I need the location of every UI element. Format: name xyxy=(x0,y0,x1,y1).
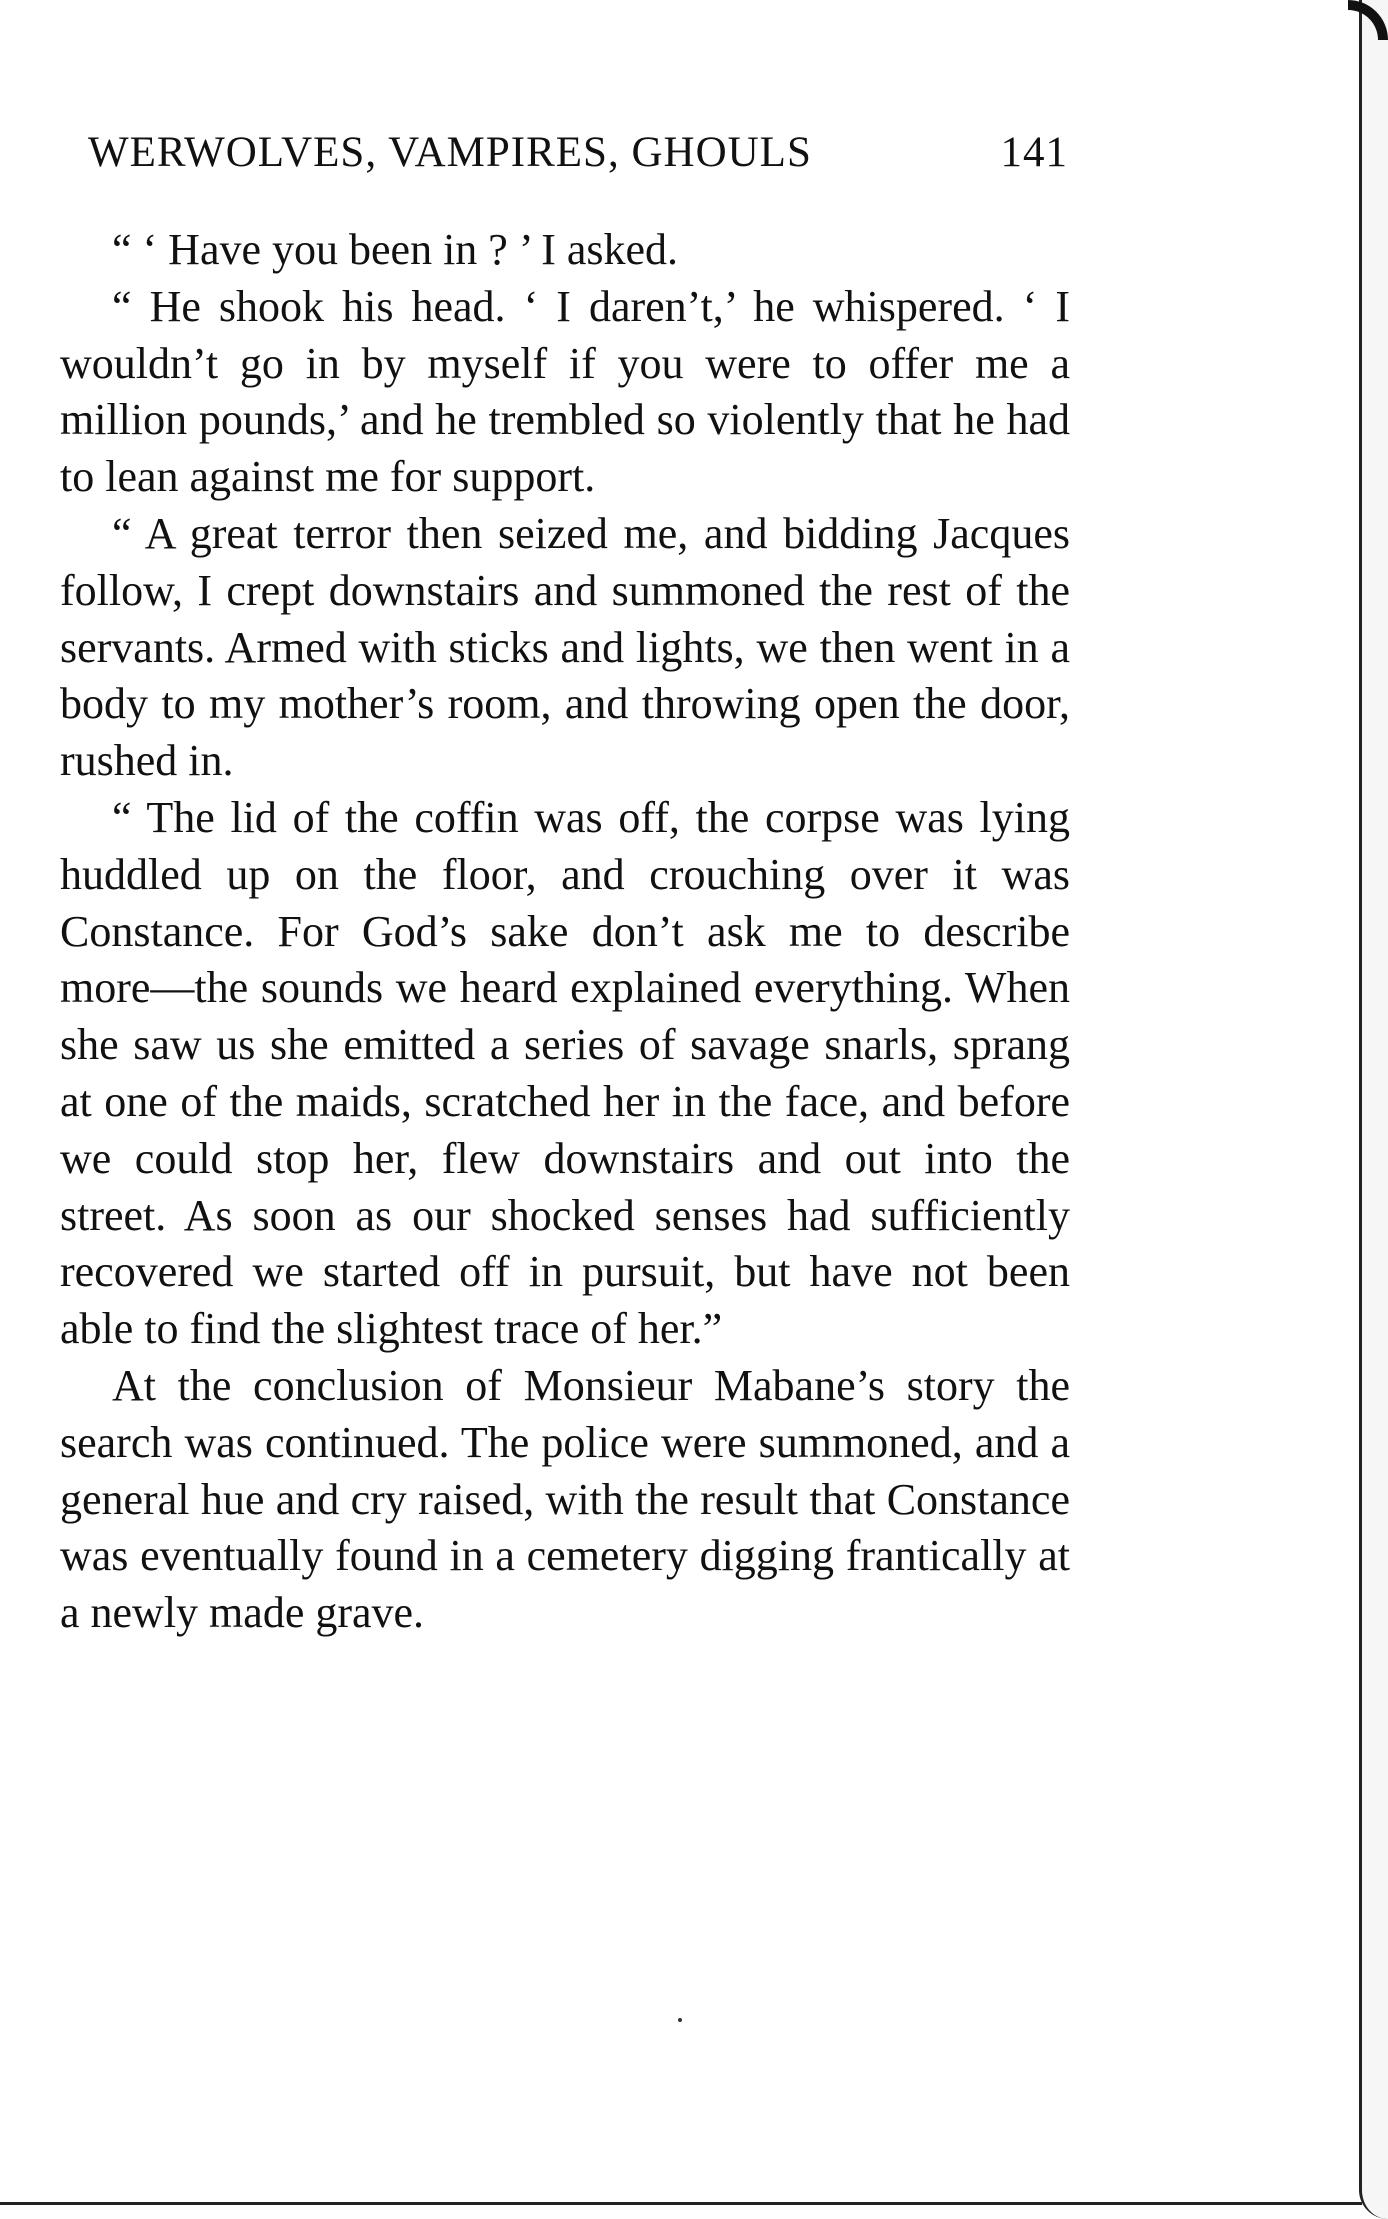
page-number: 141 xyxy=(1000,129,1068,176)
paragraph-3: “ A great terror then seized me, and bidding Jacques follow, I crept downstairs and summoned the rest of the servants. Armed with sticks and lights, we then went in a body to my mother’s room, and throwing open the door, rushed in. xyxy=(60,508,1070,786)
body-text xyxy=(60,222,1070,1642)
running-header xyxy=(88,128,1068,188)
page-edge-bottom xyxy=(0,2202,1362,2219)
running-title: WERWOLVES, VAMPIRES, GHOULS xyxy=(88,129,812,176)
paragraph-2: “ He shook his head. ‘ I daren’t,’ he whispered. ‘ I wouldn’t go in by myself if you were to offer me a million pounds,’ and he trembled so violently that he had to lean against me for support. xyxy=(60,281,1070,502)
paragraph-5: At the conclusion of Monsieur Mabane’s story the search was continued. The police were summoned, and a general hue and cry raised, with the result that Constance was eventually found in a cemetery digging frantically at a newly made grave. xyxy=(60,1360,1070,1638)
paragraph-1: “ ‘ Have you been in ? ’ I asked. xyxy=(112,225,679,274)
paragraph-4: “ The lid of the coffin was off, the corpse was lying huddled up on the floor, and crouching over it was Constance. For God’s sake don’t ask me to describe more—the sounds we heard explained everything. When she saw us she emitted a series of savage snarls, sprang at one of the maids, scratched her in the face, and before we could stop her, flew downstairs and out into the street. As soon as our shocked senses had sufficiently recovered we started off in pursuit, but have not been able to find the slightest trace of her.” xyxy=(60,792,1070,1354)
page-edge-right xyxy=(1359,0,1388,2219)
print-speck xyxy=(678,2018,682,2022)
